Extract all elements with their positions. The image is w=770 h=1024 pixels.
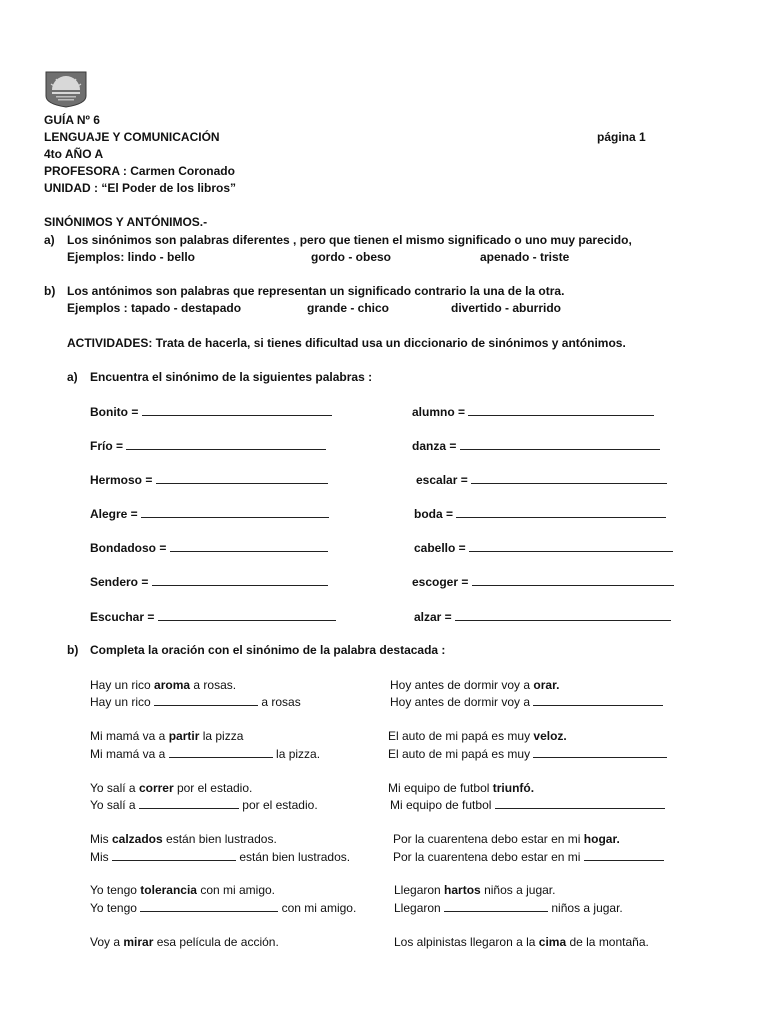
- answer-blank[interactable]: [170, 540, 328, 552]
- highlighted-word: cima: [538, 935, 567, 949]
- answer-blank[interactable]: [472, 574, 674, 586]
- synonym-field: [416, 472, 667, 487]
- sentence-text: la pizza.: [272, 747, 321, 761]
- word-label: Alegre =: [90, 507, 138, 521]
- sentence-text: Por la cuarentena debo estar en mi: [393, 832, 584, 846]
- sentence-answer-line: [90, 797, 318, 812]
- sentence-text: Hay un rico: [90, 678, 155, 692]
- word-label: Bonito =: [90, 405, 139, 419]
- answer-blank[interactable]: [126, 438, 326, 450]
- activity-marker-b: b): [67, 643, 79, 657]
- item-marker-a: a): [44, 233, 55, 247]
- sentence-text: Mis: [90, 850, 112, 864]
- sentence-text: Hoy antes de dormir voy a: [390, 678, 534, 692]
- sentence-text: están bien lustrados.: [236, 850, 351, 864]
- sentence-text: Hay un rico: [90, 695, 155, 709]
- answer-blank[interactable]: [139, 797, 239, 809]
- word-label: danza =: [412, 439, 457, 453]
- highlighted-word: correr: [138, 781, 174, 795]
- sentence-prompt: [390, 678, 559, 692]
- sentence-text: El auto de mi papá es muy: [388, 729, 534, 743]
- answer-blank[interactable]: [112, 849, 236, 861]
- antonyms-definition: Los antónimos son palabras que representan un significado contrario la una de la otra.: [67, 284, 565, 298]
- sentence-answer-line: [390, 797, 665, 812]
- word-label: cabello =: [414, 541, 466, 555]
- highlighted-word: calzados: [112, 832, 163, 846]
- sentence-text: con mi amigo.: [196, 883, 276, 897]
- subject-title: LENGUAJE Y COMUNICACIÓN: [44, 130, 220, 144]
- sentence-prompt: [90, 883, 275, 897]
- answer-blank[interactable]: [468, 404, 654, 416]
- highlighted-word: veloz.: [533, 729, 567, 743]
- sentence-prompt: [394, 935, 649, 949]
- synonym-field: [90, 438, 326, 453]
- activity-marker-a: a): [67, 370, 78, 384]
- sentence-text: Hoy antes de dormir voy a: [390, 695, 534, 709]
- unit-label: UNIDAD : “El Poder de los libros”: [44, 181, 237, 195]
- sentence-answer-line: [394, 900, 623, 915]
- sentence-answer-line: [90, 900, 356, 915]
- answer-blank[interactable]: [154, 694, 258, 706]
- word-label: alumno =: [412, 405, 466, 419]
- sentence-answer-line: [90, 849, 350, 864]
- sentence-text: por el estadio.: [173, 781, 253, 795]
- answer-blank[interactable]: [152, 574, 328, 586]
- answer-blank[interactable]: [158, 609, 336, 621]
- sentence-text: Llegaron: [394, 883, 445, 897]
- item-marker-b: b): [44, 284, 56, 298]
- word-label: escalar =: [416, 473, 468, 487]
- synonym-example: gordo - obeso: [311, 250, 391, 264]
- word-label: Hermoso =: [90, 473, 153, 487]
- highlighted-word: aroma: [154, 678, 191, 692]
- sentence-prompt: [388, 729, 567, 743]
- highlighted-word: partir: [168, 729, 200, 743]
- highlighted-word: triunfó.: [492, 781, 535, 795]
- sentence-text: Mi mamá va a: [90, 729, 169, 743]
- synonym-field: [414, 540, 673, 555]
- synonym-field: [90, 574, 328, 589]
- sentence-prompt: [90, 729, 243, 743]
- highlighted-word: mirar: [123, 935, 154, 949]
- synonym-example: apenado - triste: [480, 250, 570, 264]
- answer-blank[interactable]: [142, 404, 332, 416]
- answer-blank[interactable]: [141, 506, 329, 518]
- sentence-prompt: [393, 832, 620, 846]
- sentence-text: Yo tengo: [90, 901, 141, 915]
- answer-blank[interactable]: [140, 900, 278, 912]
- school-crest-logo: [44, 70, 88, 108]
- sentence-prompt: [90, 781, 252, 795]
- sentence-text: Mi equipo de futbol: [390, 798, 495, 812]
- sentence-text: por el estadio.: [238, 798, 318, 812]
- sentence-answer-line: [90, 694, 301, 709]
- synonym-field: [412, 574, 674, 589]
- word-label: Bondadoso =: [90, 541, 167, 555]
- answer-blank[interactable]: [533, 694, 663, 706]
- activity-a-title: Encuentra el sinónimo de la siguientes palabras :: [90, 370, 373, 384]
- word-label: boda =: [414, 507, 454, 521]
- synonym-field: [90, 506, 329, 521]
- word-label: alzar =: [414, 610, 452, 624]
- synonym-field: [414, 506, 666, 521]
- sentence-text: Mi equipo de futbol: [388, 781, 493, 795]
- synonym-example: Ejemplos: lindo - bello: [67, 250, 196, 264]
- answer-blank[interactable]: [495, 797, 665, 809]
- answer-blank[interactable]: [469, 540, 673, 552]
- sentence-answer-line: [90, 746, 320, 761]
- highlighted-word: hartos: [444, 883, 481, 897]
- word-label: Escuchar =: [90, 610, 155, 624]
- sentence-text: El auto de mi papá es muy: [388, 747, 534, 761]
- guide-number: GUÍA Nº 6: [44, 113, 100, 127]
- antonym-example: Ejemplos : tapado - destapado: [67, 301, 242, 315]
- sentence-text: Yo tengo: [90, 883, 141, 897]
- sentence-text: están bien lustrados.: [162, 832, 277, 846]
- page-number: página 1: [597, 130, 646, 144]
- sentence-text: la pizza: [199, 729, 244, 743]
- highlighted-word: tolerancia: [140, 883, 197, 897]
- synonym-field: [90, 472, 328, 487]
- section-title: SINÓNIMOS Y ANTÓNIMOS.-: [44, 215, 208, 229]
- highlighted-word: orar.: [533, 678, 560, 692]
- answer-blank[interactable]: [584, 849, 664, 861]
- synonym-field: [90, 404, 332, 419]
- sentence-prompt: [394, 883, 555, 897]
- synonyms-definition: Los sinónimos son palabras diferentes , pero que tienen el mismo significado o uno muy parecido,: [67, 233, 632, 247]
- antonym-example: grande - chico: [307, 301, 390, 315]
- teacher-label: PROFESORA : Carmen Coronado: [44, 164, 235, 178]
- sentence-text: niños a jugar.: [548, 901, 623, 915]
- word-label: Frío =: [90, 439, 124, 453]
- synonym-field: [90, 540, 328, 555]
- sentence-text: Voy a: [90, 935, 124, 949]
- synonym-field: [412, 438, 660, 453]
- grade-label: 4to AÑO A: [44, 147, 104, 161]
- activity-b-title: Completa la oración con el sinónimo de la palabra destacada :: [90, 643, 446, 657]
- sentence-text: Yo salí a: [90, 781, 139, 795]
- answer-blank[interactable]: [455, 609, 671, 621]
- synonym-field: [414, 609, 671, 624]
- answer-blank[interactable]: [471, 472, 667, 484]
- sentence-text: con mi amigo.: [278, 901, 357, 915]
- word-label: escoger =: [412, 575, 469, 589]
- answer-blank[interactable]: [156, 472, 328, 484]
- sentence-text: esa película de acción.: [153, 935, 279, 949]
- answer-blank[interactable]: [456, 506, 666, 518]
- sentence-text: Los alpinistas llegaron a la: [394, 935, 539, 949]
- sentence-text: Llegaron: [394, 901, 445, 915]
- highlighted-word: hogar.: [583, 832, 620, 846]
- activities-instructions: ACTIVIDADES: Trata de hacerla, si tienes dificultad usa un diccionario de sinónimos y antónimos.: [67, 336, 626, 350]
- sentence-prompt: [388, 781, 534, 795]
- sentence-text: de la montaña.: [566, 935, 649, 949]
- answer-blank[interactable]: [533, 746, 667, 758]
- sentence-text: Mi mamá va a: [90, 747, 169, 761]
- sentence-prompt: [90, 832, 277, 846]
- sentence-text: Por la cuarentena debo estar en mi: [393, 850, 584, 864]
- answer-blank[interactable]: [444, 900, 548, 912]
- sentence-text: a rosas: [258, 695, 301, 709]
- sentence-text: a rosas.: [190, 678, 237, 692]
- answer-blank[interactable]: [460, 438, 660, 450]
- antonym-example: divertido - aburrido: [451, 301, 562, 315]
- synonym-field: [90, 609, 336, 624]
- answer-blank[interactable]: [169, 746, 273, 758]
- sentence-text: Yo salí a: [90, 798, 139, 812]
- sentence-answer-line: [393, 849, 664, 864]
- word-label: Sendero =: [90, 575, 149, 589]
- sentence-answer-line: [390, 694, 663, 709]
- sentence-answer-line: [388, 746, 667, 761]
- sentence-text: Mis: [90, 832, 112, 846]
- sentence-text: niños a jugar.: [480, 883, 556, 897]
- sentence-prompt: [90, 678, 236, 692]
- synonym-field: [412, 404, 654, 419]
- sentence-prompt: [90, 935, 279, 949]
